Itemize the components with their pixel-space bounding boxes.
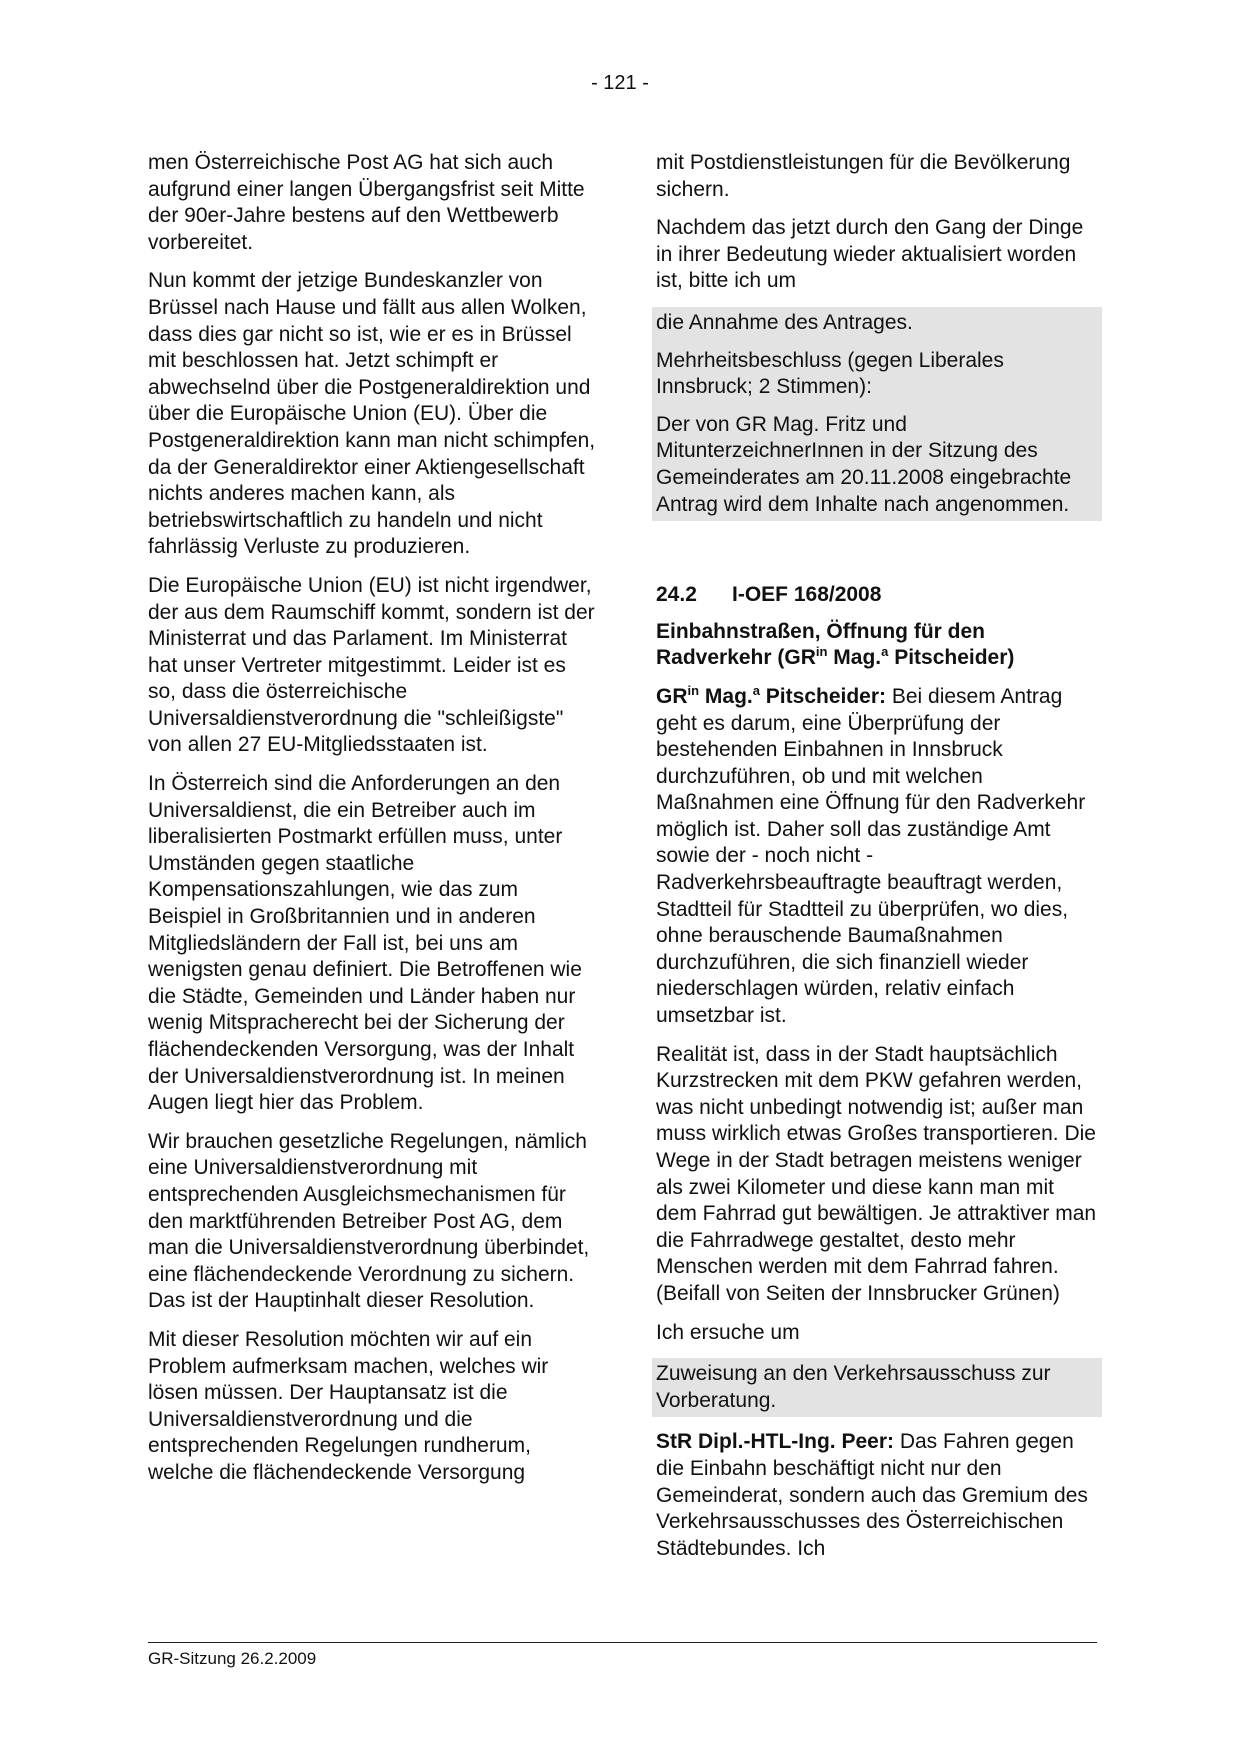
- decision-request: Zuweisung an den Verkehrsausschuss zur Vorberatung.: [656, 1362, 1051, 1412]
- page-number: - 121 -: [591, 72, 649, 94]
- right-column: [656, 150, 1098, 1574]
- paragraph: Realität ist, dass in der Stadt hauptsächlich Kurzstrecken mit dem PKW gefahren werden, was nicht unbedingt notwendig ist; außer man muss wirklich etwas Großes transportieren. Die Wege in der Stadt betragen meistens weniger als zwei Kilometer und diese kann man mit dem Fahrrad gut bewältigen. Je attraktiver man die Fahrradwege gestaltet, desto mehr Menschen werden mit dem Fahrrad fahren. (Beifall von Seiten der Innsbrucker Grünen): [656, 1042, 1097, 1305]
- agenda-title: Einbahnstraßen, Öffnung für den Radverkehr ($GR^{in}$ Mag.$^a$ Pitscheider): [656, 619, 1015, 670]
- paragraph: Nun kommt der jetzige Bundeskanzler von Brüssel nach Hause und fällt aus allen Wolken, dass dies gar nicht so ist, wie er es in Brüssel mit beschlossen hat. Jetzt schimpft er abwechselnd über die Postgeneraldirektion und über die Europäische Union (EU). Über die Postgeneraldirektion kann man nicht schimpfen, da der Generaldirektor einer Aktiengesellschaft nichts anderes machen kann, als betriebswirtschaftlich zu handeln und nicht fahrlässig Verluste zu produzieren.: [148, 269, 596, 559]
- footer-text: GR-Sitzung 26.2.2009: [148, 1649, 317, 1668]
- paragraph: Die Europäische Union (EU) ist nicht irgendwer, der aus dem Raumschiff kommt, sondern ist der Ministerrat und das Parlament. Im Ministerrat hat unser Vertreter mitgestimmt. Leider ist es so, dass die österreichische Universaldienstverordnung die "schleißigste" von allen 27 EU-Mitgliedsstaaten ist.: [148, 573, 595, 757]
- decision-result: Der von GR Mag. Fritz und MitunterzeichnerInnen in der Sitzung des Gemeinderates am 20.11.2008 eingebrachte Antrag wird dem Inhalte nach angenommen.: [656, 412, 1072, 516]
- paragraph: Ich ersuche um: [656, 1320, 800, 1344]
- left-column: [148, 150, 596, 1499]
- decision-request: die Annahme des Antrages.: [656, 310, 913, 334]
- footer-divider: [148, 1642, 1097, 1643]
- decision-box: [652, 1358, 1102, 1417]
- agenda-code: I-OEF 168/2008: [732, 583, 882, 607]
- paragraph: Mit dieser Resolution möchten wir auf ein Problem aufmerksam machen, welches wir lösen müssen. Der Hauptansatz ist die Universaldienstverordnung und die entsprechenden Regelungen rundherum, welche die flächendeckende Versorgung: [148, 1327, 549, 1484]
- paragraph: Nachdem das jetzt durch den Gang der Dinge in ihrer Bedeutung wieder aktualisiert worden ist, bitte ich um: [656, 216, 1084, 293]
- paragraph: In Österreich sind die Anforderungen an den Universaldienst, die ein Betreiber auch im liberalisierten Postmarkt erfüllen muss, unter Umständen gegen staatliche Kompensationszahlungen, wie das zum Beispiel in Großbritannien und in anderen Mitgliedsländern der Fall ist, bei uns am wenigsten genau definiert. Die Betroffenen wie die Städte, Gemeinden und Länder haben nur wenig Mitspracherecht bei der Sicherung der flächendeckenden Versorgung, was der Inhalt der Universaldienstverordnung ist. In meinen Augen liegt hier das Problem.: [148, 772, 582, 1115]
- speech-paragraph: StR Dipl.-HTL-Ing. Peer: Das Fahren gegen die Einbahn beschäftigt nicht nur den Gemeinderat, sondern auch das Gremium des Verkehrsausschusses des Österreichischen Städtebundes. Ich: [656, 1430, 1088, 1560]
- speaker-name: $GR^{in}$ Mag.$^a$ Pitscheider:: [656, 682, 887, 708]
- agenda-number: 24.2: [656, 583, 697, 607]
- paragraph: men Österreichische Post AG hat sich auch aufgrund einer langen Übergangsfrist seit Mitte der 90er-Jahre bestens auf den Wettbewerb vorbereitet.: [148, 151, 585, 254]
- agenda-item-header: [656, 582, 1098, 609]
- decision-box: [652, 307, 1102, 521]
- paragraph: Wir brauchen gesetzliche Regelungen, nämlich eine Universaldienstverordnung mit entsprechenden Ausgleichsmechanismen für den marktführenden Betreiber Post AG, dem man die Universaldienstverordnung überbindet, eine flächendeckende Verordnung zu sichern. Das ist der Hauptinhalt dieser Resolution.: [148, 1129, 590, 1313]
- paragraph: mit Postdienstleistungen für die Bevölkerung sichern.: [656, 151, 1071, 201]
- speech-paragraph: $GR^{in}$ Mag.$^a$ Pitscheider: Bei diesem Antrag geht es darum, eine Überprüfung der bestehenden Einbahnen in Innsbruck durchzuführen, ob und mit welchen Maßnahmen eine Öffnung für den Radverkehr möglich ist. Daher soll das zuständige Amt sowie der - noch nicht - Radverkehrsbeauftragte beauftragt werden, Stadtteil für Stadtteil zu überprüfen, wo dies, ohne berauschende Baumaßnahmen durchzuführen, die sich finanziell wieder niederschlagen würden, relativ einfach umsetzbar ist.: [656, 682, 1086, 1028]
- speaker-name: StR Dipl.-HTL-Ing. Peer:: [656, 1430, 894, 1454]
- decision-vote: Mehrheitsbeschluss (gegen Liberales Innsbruck; 2 Stimmen):: [656, 348, 1004, 399]
